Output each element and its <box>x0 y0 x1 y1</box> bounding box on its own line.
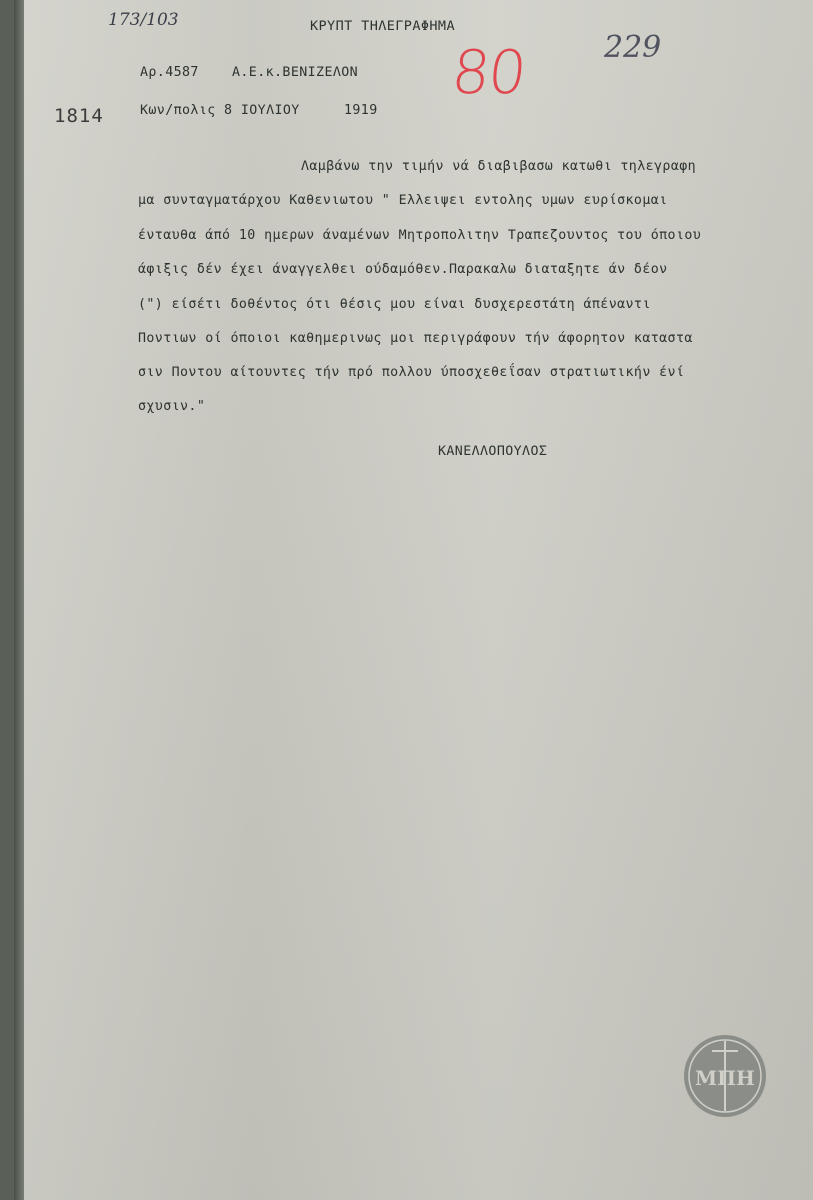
document-page <box>14 0 813 1200</box>
document-title: ΚΡΥΠΤ ΤΗΛΕΓΡΑΦΗΜΑ <box>310 18 455 34</box>
archive-seal-icon <box>682 1033 768 1119</box>
signature: ΚΑΝΕΛΛΟΠΟΥΛΟΣ <box>438 444 548 459</box>
telegram-number: Αρ.4587 <box>140 65 199 80</box>
year: 1919 <box>344 103 378 118</box>
recipient: Α.Ε.κ.ΒΕΝΙΖΕΛΟΝ <box>232 65 359 80</box>
body-line: Λαμβάνω την τιμήν νά διαβιβασω κατωθι τηλεγραφη <box>301 159 697 174</box>
body-line: Ποντιων οί όποιοι καθημερινως μοι περιγράφουν τήν άφορητον καταστα <box>138 331 693 346</box>
page-edge <box>14 0 24 1200</box>
body-line: (") είσέτι δοθέντος ότι θέσις μου είναι δυσχερεστάτη άπέναντι <box>138 297 651 312</box>
margin-number: 1814 <box>54 105 104 127</box>
body-line: άφιξις δέν έχει άναγγελθει ούδαμόθεν.Παρακαλω διαταξητε άν δέον <box>138 262 668 277</box>
handwritten-mark: 229 <box>604 30 662 65</box>
body-line: σιν Ποντου αίτουντες τήν πρό πολλου ύποσχεθεΐσαν στρατιωτικήν ένί <box>138 365 685 380</box>
body-line: ένταυθα άπό 10 ημερων άναμένων Μητροπολιτην Τραπεζουντος του όποιου <box>138 228 702 243</box>
red-folio-number: 80 <box>448 38 529 108</box>
place-date: Κων/πολις 8 ΙΟΥΛΙΟΥ <box>140 103 300 118</box>
body-line: μα συνταγματάρχου Καθενιωτου " Ελλειψει εντολης υμων ευρίσκομαι <box>138 193 668 208</box>
body-line: σχυσιν." <box>138 399 206 414</box>
handwritten-reference: 173/103 <box>108 10 179 30</box>
seal-text: ΜΠΗ <box>695 1066 755 1090</box>
